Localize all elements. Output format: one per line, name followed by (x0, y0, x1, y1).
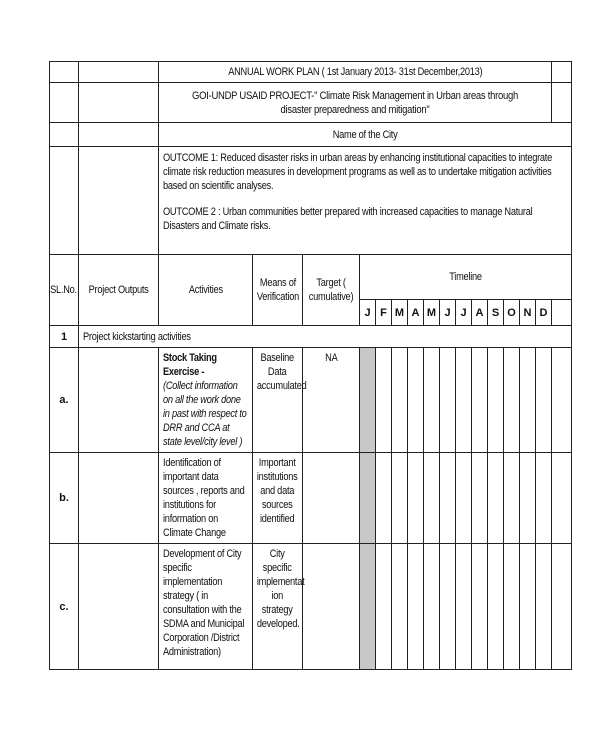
project-row (50, 83, 572, 123)
month-mar: M (392, 300, 408, 326)
month-feb: F (376, 300, 392, 326)
activity-detail: Identification of important data sources , reports and institutions for information on Climate Change (163, 457, 245, 539)
col-activities: Activities (159, 255, 253, 326)
table-row (50, 348, 572, 453)
col-means-of-verification: Means of Verification (253, 255, 303, 326)
title-row (50, 62, 572, 83)
annual-work-plan-table (49, 61, 572, 670)
month-aug: A (472, 300, 488, 326)
section-title: Project kickstarting activities (83, 330, 191, 343)
month-jun: J (440, 300, 456, 326)
means-cell (253, 453, 303, 544)
work-plan-title: ANNUAL WORK PLAN ( 1st January 2013- 31st December,2013) (227, 66, 483, 78)
month-apr: A (408, 300, 424, 326)
outcome-2: OUTCOME 2 : Urban communities better prepared with increased capacities to manage Natural Disasters and Climate risks. (163, 206, 533, 232)
section-number: 1 (50, 326, 79, 348)
col-target: Target ( cumulative) (303, 255, 360, 326)
activity-detail: Development of City specific implementation strategy ( in consultation with the SDMA and Municipal Corporation /District Administration) (163, 548, 245, 658)
work-plan-title-cell (159, 62, 552, 83)
month-jul: J (456, 300, 472, 326)
col-slno: SL.No. (50, 255, 79, 326)
target-cell (303, 453, 360, 544)
month-dec: D (536, 300, 552, 326)
project-title-cell (159, 83, 552, 123)
table-row (50, 453, 572, 544)
project-title: GOI-UNDP USAID PROJECT-" Climate Risk Management in Urban areas through disaster preparedness and mitigation" (191, 89, 519, 116)
col-timeline: Timeline (360, 255, 572, 300)
timeline-cell-shaded (360, 544, 376, 670)
outcome-1: OUTCOME 1: Reduced disaster risks in urban areas by enhancing institutional capacities to integrate climate risk reduction measures in development programs as well as to undertake mitigation activities based on scientific analyses. (163, 152, 553, 192)
city-name-cell (159, 123, 572, 147)
month-jan: J (360, 300, 376, 326)
month-may: M (424, 300, 440, 326)
month-sep: S (488, 300, 504, 326)
means-cell (253, 348, 307, 453)
col-project-outputs: Project Outputs (79, 255, 159, 326)
timeline-cell-shaded (360, 348, 376, 453)
means-text: Baseline Data accumulated (257, 352, 307, 392)
table-row (50, 544, 572, 670)
activity-cell (159, 544, 253, 670)
month-oct: O (504, 300, 520, 326)
activity-title: Stock Taking Exercise - (163, 352, 217, 378)
activity-detail: (Collect information on all the work done in past with respect to DRR and CCA at state level/city level ) (163, 380, 247, 448)
means-text: Important institutions and data sources identified (257, 457, 298, 525)
section-title-cell (79, 326, 572, 348)
timeline-cell-shaded (360, 453, 376, 544)
row-label: a. (50, 348, 79, 453)
row-label: b. (50, 453, 79, 544)
city-row (50, 123, 572, 147)
activity-cell (159, 348, 253, 453)
city-name-label: Name of the City (332, 128, 398, 141)
outcomes-row (50, 147, 572, 255)
month-nov: N (520, 300, 536, 326)
means-text: City specific implementat ion strategy developed. (257, 548, 305, 630)
target-cell (303, 348, 360, 453)
column-header-row (50, 255, 572, 300)
target-text: NA (324, 352, 338, 364)
means-cell (253, 544, 303, 670)
outcomes-cell (159, 147, 572, 255)
section-row (50, 326, 572, 348)
row-label: c. (50, 544, 79, 670)
target-cell (303, 544, 360, 670)
activity-cell (159, 453, 253, 544)
